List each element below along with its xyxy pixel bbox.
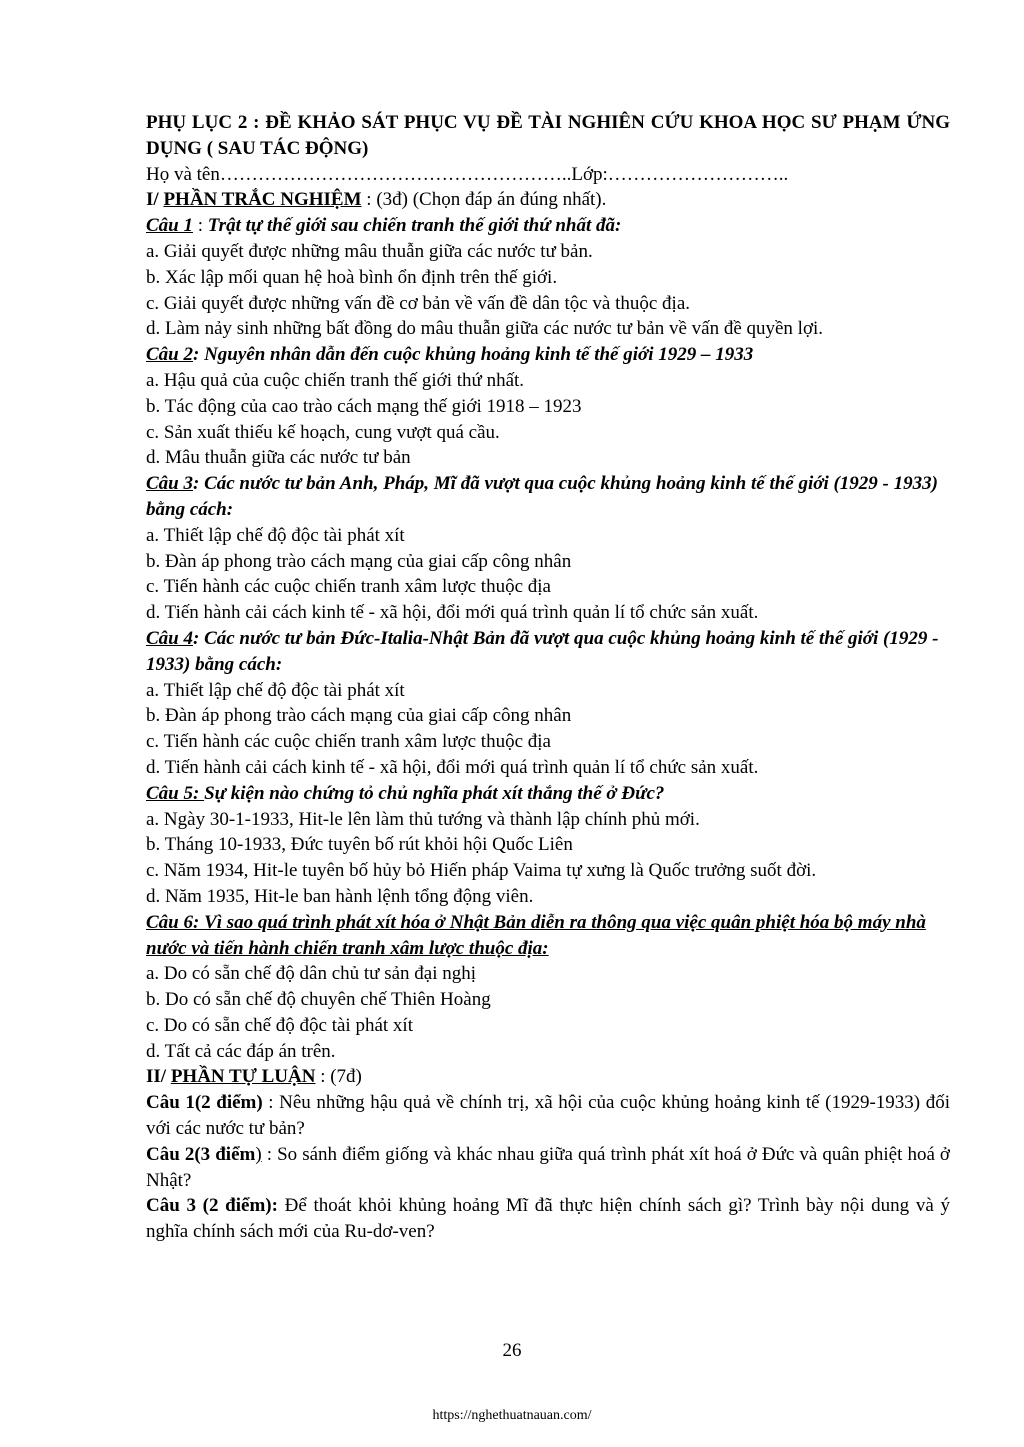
question-4-option-b: b. Đàn áp phong trào cách mạng của giai cấp công nhân bbox=[146, 705, 572, 727]
question-6-option-d: d. Tất cả các đáp án trên. bbox=[146, 1040, 336, 1062]
essay-question-3-label: Câu 3 (2 điểm): bbox=[146, 1195, 278, 1217]
question-1-text: Trật tự thế giới sau chiến tranh thế giới thứ nhất đã: bbox=[207, 215, 622, 237]
question-3 bbox=[146, 471, 950, 523]
question-1-option-d: d. Làm nảy sinh những bất đồng do mâu thuẫn giữa các nước tư bản về vấn đề quyền lợi. bbox=[146, 318, 824, 340]
question-6-label: Câu 6: bbox=[146, 911, 205, 933]
question-3-text: Các nước tư bản Anh, Pháp, Mĩ đã vượt qua cuộc khủng hoảng kinh tế thế giới (1929 - 1933) bằng cách: bbox=[146, 473, 938, 520]
question-6 bbox=[146, 910, 950, 962]
document-title: PHỤ LỤC 2 : ĐỀ KHẢO SÁT PHỤC VỤ ĐỀ TÀI NGHIÊN CỨU KHOA HỌC SƯ PHẠM ỨNG DỤNG ( SAU TÁC ĐỘNG) bbox=[146, 112, 950, 159]
page-number: 26 bbox=[502, 1340, 522, 1361]
essay-question-2-paren: ) bbox=[255, 1143, 262, 1165]
question-2-option-d: d. Mâu thuẫn giữa các nước tư bản bbox=[146, 447, 411, 469]
question-1 bbox=[146, 213, 950, 239]
question-5-option-b: b. Tháng 10-1933, Đức tuyên bố rút khỏi hội Quốc Liên bbox=[146, 834, 573, 856]
question-2-label: Câu 2 bbox=[146, 344, 193, 366]
question-3-option-a: a. Thiết lập chế độ độc tài phát xít bbox=[146, 524, 405, 546]
question-4-label: Câu 4 bbox=[146, 627, 193, 649]
question-5-label: Câu 5: bbox=[146, 782, 205, 804]
essay-question-1-label: Câu 1(2 điểm) bbox=[146, 1092, 263, 1114]
question-4 bbox=[146, 626, 950, 678]
question-2-option-a: a. Hậu quả của cuộc chiến tranh thế giới thứ nhất. bbox=[146, 369, 525, 391]
question-3-option-b: b. Đàn áp phong trào cách mạng của giai cấp công nhân bbox=[146, 550, 572, 572]
essay-question-1-text: : Nêu những hậu quả về chính trị, xã hội của cuộc khủng hoảng kinh tế (1929-1933) đối với các nước tư bản? bbox=[146, 1092, 950, 1140]
question-1-option-c: c. Giải quyết được những vấn đề cơ bản về vấn đề dân tộc và thuộc địa. bbox=[146, 292, 691, 314]
question-2-option-b: b. Tác động của cao trào cách mạng thế giới 1918 – 1923 bbox=[146, 395, 582, 417]
essay-question-1 bbox=[146, 1090, 950, 1142]
part2-heading-prefix: II/ bbox=[146, 1066, 171, 1088]
part2-heading bbox=[146, 1064, 950, 1090]
question-5-option-c: c. Năm 1934, Hit-le tuyên bố hủy bỏ Hiến pháp Vaima tự xưng là Quốc trưởng suốt đời. bbox=[146, 860, 817, 882]
question-4-option-c: c. Tiến hành các cuộc chiến tranh xâm lược thuộc địa bbox=[146, 731, 551, 753]
question-1-label: Câu 1 bbox=[146, 215, 193, 237]
essay-question-2-label: Câu 2(3 điểm bbox=[146, 1143, 256, 1165]
part1-heading-label: PHẦN TRẮC NGHIỆM bbox=[163, 189, 362, 211]
question-1-option-a: a. Giải quyết được những mâu thuẫn giữa các nước tư bản. bbox=[146, 240, 593, 262]
document-content bbox=[146, 110, 950, 1245]
question-6-option-b: b. Do có sẵn chế độ chuyên chế Thiên Hoàng bbox=[146, 989, 491, 1011]
question-4-text: Các nước tư bản Đức-Italia-Nhật Bản đã vượt qua cuộc khủng hoảng kinh tế thế giới (1929 - 1933) bằng cách: bbox=[146, 627, 939, 675]
part1-heading bbox=[146, 187, 950, 213]
question-1-option-b: b. Xác lập mối quan hệ hoà bình ổn định trên thế giới. bbox=[146, 266, 558, 288]
question-5-option-a: a. Ngày 30-1-1933, Hit-le lên làm thủ tướng và thành lập chính phủ mới. bbox=[146, 808, 700, 830]
question-3-option-c: c. Tiến hành các cuộc chiến tranh xâm lược thuộc địa bbox=[146, 576, 551, 598]
question-2-option-c: c. Sản xuất thiếu kế hoạch, cung vượt quá cầu. bbox=[146, 421, 500, 443]
part1-heading-suffix: : (3đ) (Chọn đáp án đúng nhất). bbox=[361, 189, 607, 211]
question-5-text: Sự kiện nào chứng tỏ chủ nghĩa phát xít thắng thế ở Đức? bbox=[204, 782, 665, 804]
question-5 bbox=[146, 781, 950, 807]
essay-question-3 bbox=[146, 1193, 950, 1245]
question-5-option-d: d. Năm 1935, Hit-le ban hành lệnh tổng động viên. bbox=[146, 885, 534, 907]
part2-heading-suffix: : (7đ) bbox=[315, 1066, 362, 1088]
question-2-text: Nguyên nhân dẫn đến cuộc khủng hoảng kinh tế thế giới 1929 – 1933 bbox=[204, 344, 754, 366]
question-2-sep: : bbox=[193, 344, 205, 366]
question-2 bbox=[146, 342, 950, 368]
footer-url[interactable]: https://nghethuatnauan.com/ bbox=[432, 1408, 592, 1423]
question-3-sep: : bbox=[193, 473, 205, 495]
question-1-sep: : bbox=[193, 215, 208, 237]
part2-heading-label: PHẦN TỰ LUẬN bbox=[170, 1066, 316, 1088]
question-4-option-a: a. Thiết lập chế độ độc tài phát xít bbox=[146, 679, 405, 701]
part1-heading-prefix: I/ bbox=[146, 189, 164, 211]
question-4-option-d: d. Tiến hành cải cách kinh tế - xã hội, đổi mới quá trình quản lí tổ chức sản xuất. bbox=[146, 756, 759, 778]
essay-question-2 bbox=[146, 1142, 950, 1194]
question-3-label: Câu 3 bbox=[146, 473, 193, 495]
essay-question-2-text: : So sánh điểm giống và khác nhau giữa quá trình phát xít hoá ở Đức và quân phiệt hoá ở Nhật? bbox=[146, 1143, 950, 1191]
name-class-line: Họ và tên………………………………………………..Lớp:……………………….. bbox=[146, 163, 789, 185]
question-6-option-c: c. Do có sẵn chế độ độc tài phát xít bbox=[146, 1014, 413, 1036]
question-3-option-d: d. Tiến hành cải cách kinh tế - xã hội, đổi mới quá trình quản lí tổ chức sản xuất. bbox=[146, 602, 759, 624]
question-6-option-a: a. Do có sẵn chế độ dân chủ tư sản đại nghị bbox=[146, 963, 477, 985]
question-6-text: Vì sao quá trình phát xít hóa ở Nhật Bản diễn ra thông qua việc quân phiệt hóa bộ máy nhà nước và tiến hành chiến tranh xâm lược thuộc địa: bbox=[146, 911, 926, 959]
essay-question-3-text: Để thoát khỏi khủng hoảng Mĩ đã thực hiện chính sách gì? Trình bày nội dung và ý nghĩa chính sách mới của Ru-dơ-ven? bbox=[146, 1195, 950, 1243]
question-4-sep: : bbox=[193, 627, 205, 649]
